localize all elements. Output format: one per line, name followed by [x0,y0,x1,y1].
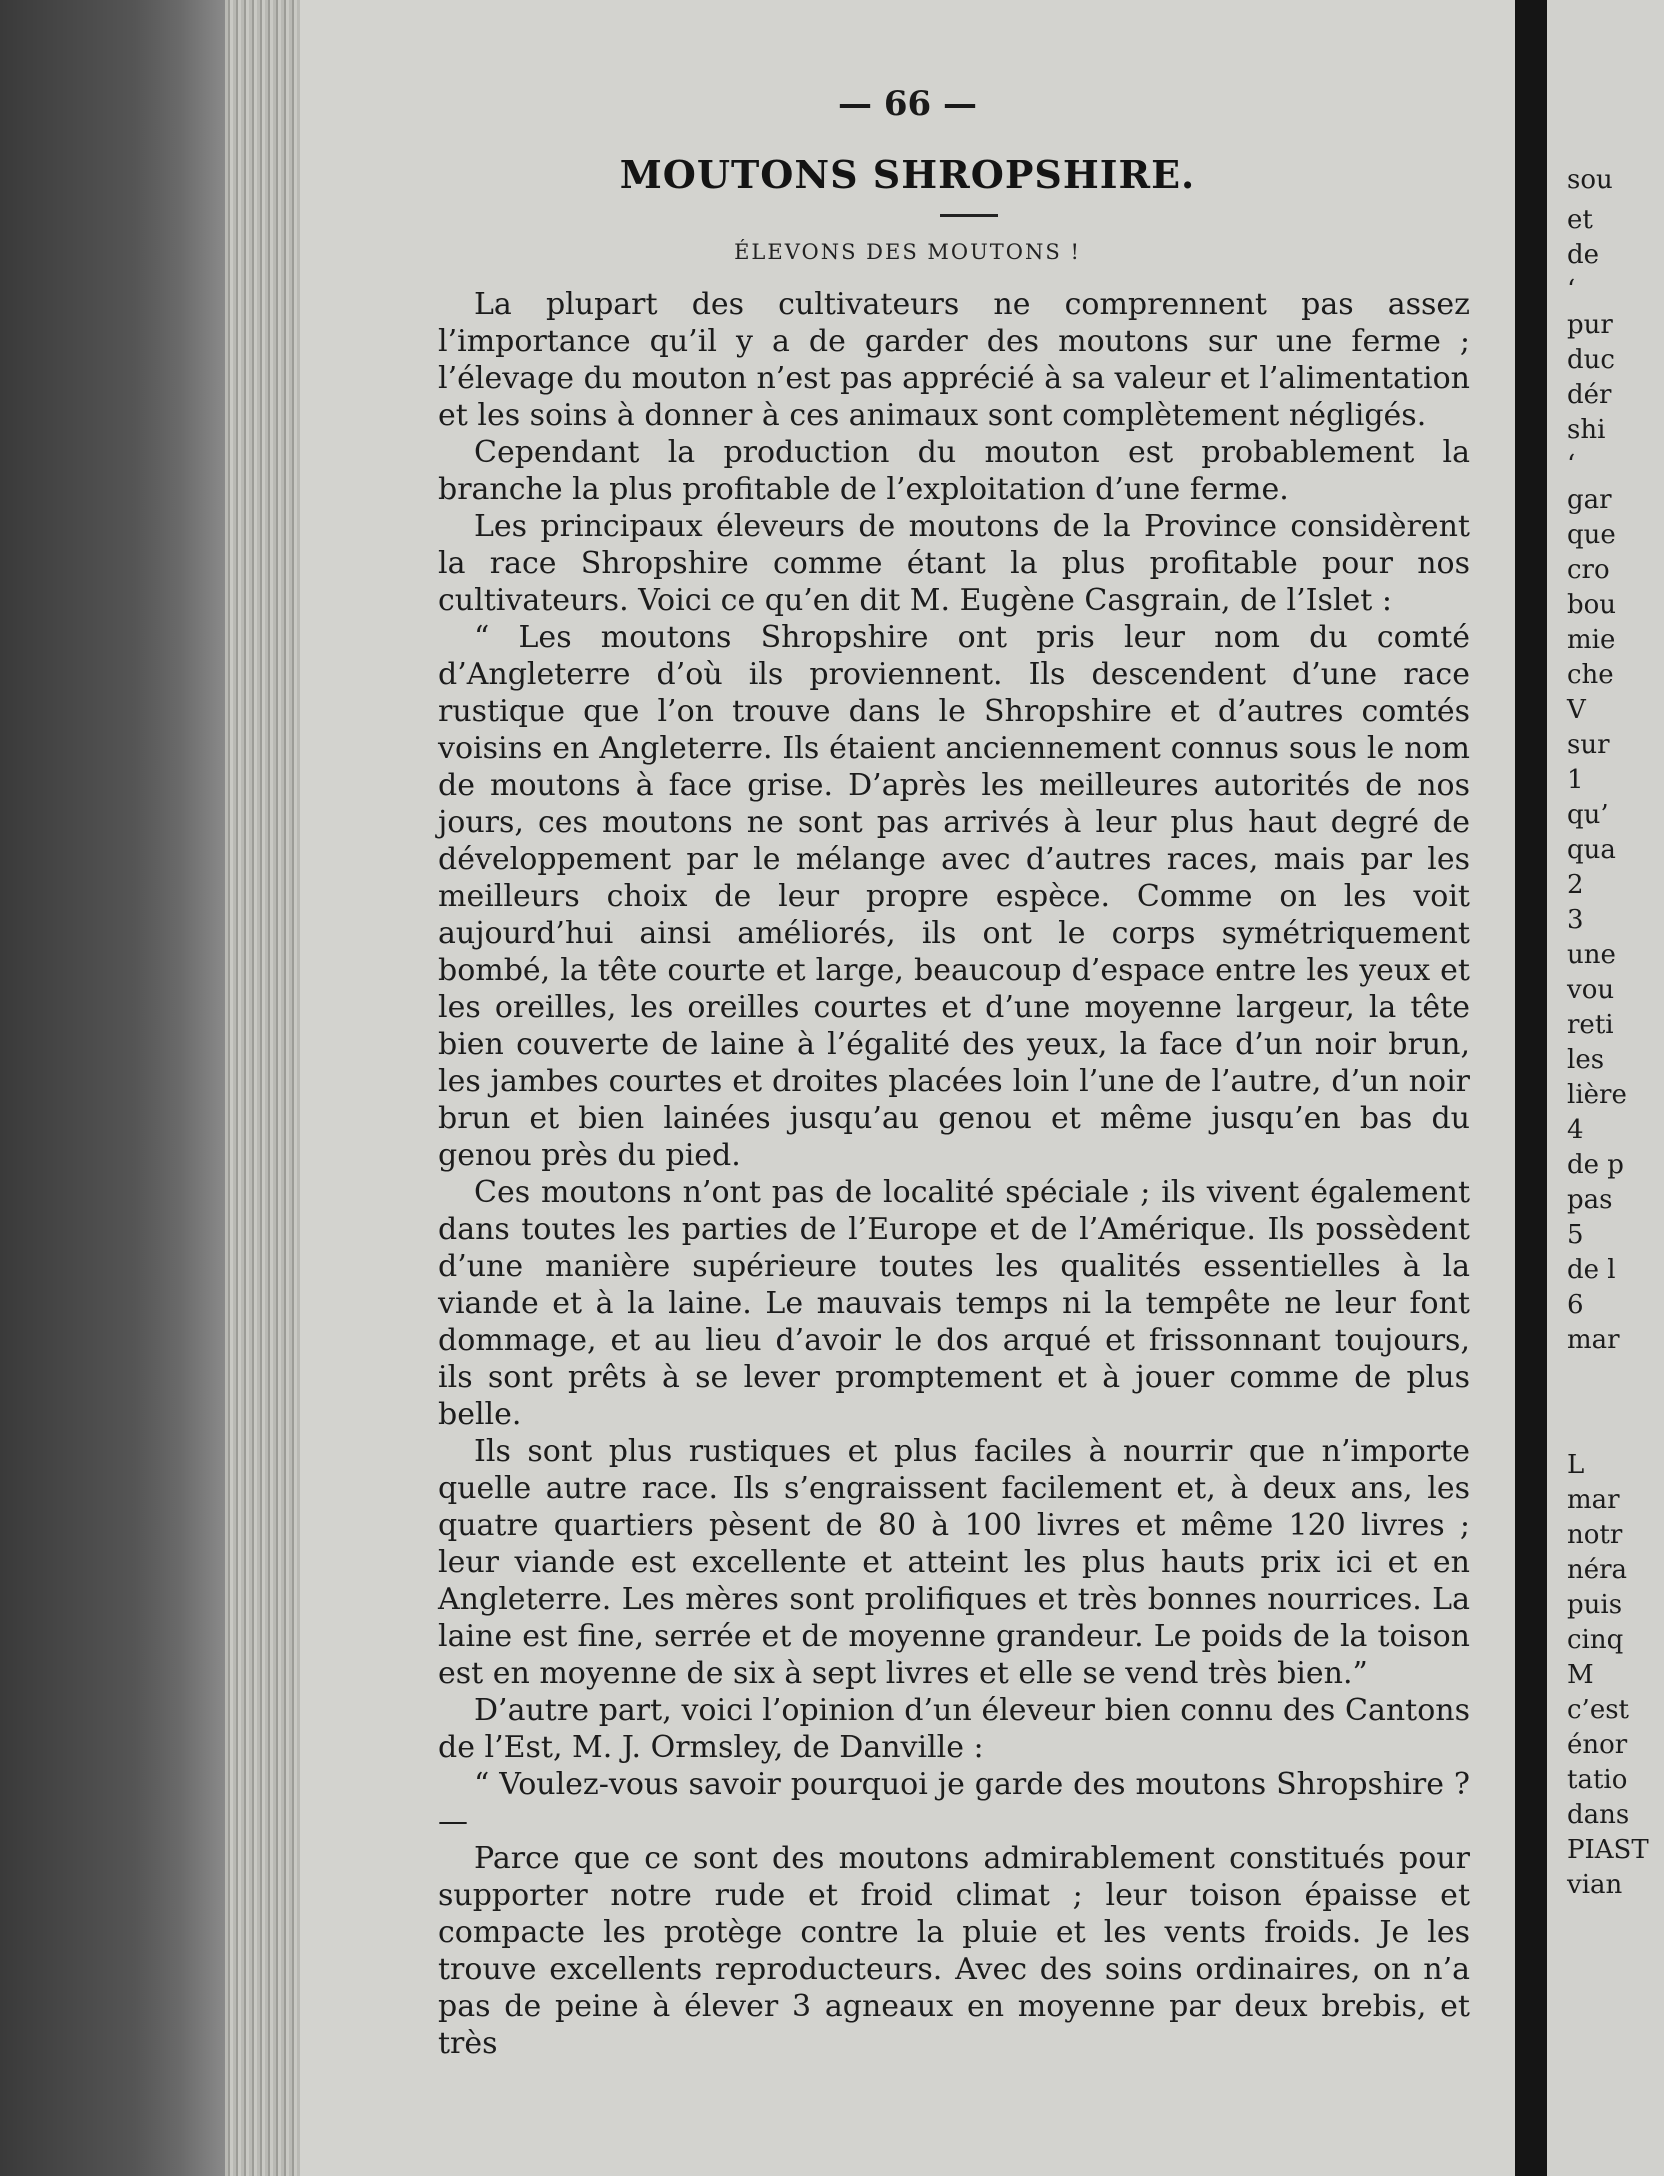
facing-page-line: c’est [1567,1695,1630,1725]
facing-page-line: gar [1567,485,1612,515]
facing-page-line: shi [1567,415,1606,445]
book-cover-edge [0,0,225,2176]
paragraph: Cependant la production du mouton est probablement la branche la plus profitable de l’exploitation d’une ferme. [438,435,1470,507]
facing-page-line: ‘ [1567,275,1576,305]
facing-page-line: L [1567,1450,1585,1480]
article-subtitle: ÉLEVONS DES MOUTONS ! [734,240,1081,264]
facing-page-line: 1 [1567,765,1584,795]
facing-page-line: une [1567,940,1616,970]
facing-page-line: ‘ [1567,450,1576,480]
facing-page-line: lière [1567,1080,1627,1110]
facing-page-line: de [1567,240,1600,270]
facing-page-line: cro [1567,555,1610,585]
facing-page-line: dér [1567,380,1612,410]
paragraph: “ Voulez-vous savoir pourquoi je garde des moutons Shropshire ?— [438,1767,1470,1839]
facing-page-line: pas [1567,1185,1613,1215]
facing-page-line: pur [1567,310,1613,340]
facing-page-line: vian [1567,1870,1623,1900]
paragraph: Ces moutons n’ont pas de localité spéciale ; ils vivent également dans toutes les parties de l’Europe et de l’Amérique. Ils possèdent d’une manière supérieure toutes les qualités essentielles à la viande et à la laine. Le mauvais temps ni la tempête ne leur font dommage, et au lieu d’avoir le dos arqué et frissonnant toujours, ils sont prêts à se lever promptement et à jouer comme de plus belle. [438,1175,1470,1432]
book-gutter [1515,0,1547,2176]
facing-page-line: che [1567,660,1614,690]
paragraph: Ils sont plus rustiques et plus faciles à nourrir que n’importe quelle autre race. Ils s’engraissent facilement et, à deux ans, les quatre quartiers pèsent de 80 à 100 livres et même 120 livres ; leur viande est excellente et atteint les plus hauts prix ici et en Angleterre. Les mères sont prolifiques et très bonnes nourrices. La laine est fine, serrée et de moyenne grandeur. Le poids de la toison est en moyenne de six à sept livres et elle se vend très bien.” [438,1434,1470,1691]
article-title: MOUTONS SHROPSHIRE. [619,152,1196,197]
title-rule [940,214,998,217]
facing-page-line: 4 [1567,1115,1584,1145]
facing-page-line: énor [1567,1730,1628,1760]
facing-page-line: 2 [1567,870,1584,900]
facing-page-line: vou [1567,975,1615,1005]
facing-page-line: qua [1567,835,1616,865]
facing-page-line: mar [1567,1325,1620,1355]
facing-page-line: qu’ [1567,800,1609,830]
paragraph: Les principaux éleveurs de moutons de la Province considèrent la race Shropshire comme étant la plus profitable pour nos cultivateurs. Voici ce qu’en dit M. Eugène Casgrain, de l’Islet : [438,509,1470,618]
page-stack-edge [225,0,305,2176]
facing-page-line: néra [1567,1555,1628,1585]
facing-page-line: 3 [1567,905,1584,935]
facing-page-line: de l [1567,1255,1616,1285]
paragraph: La plupart des cultivateurs ne comprennent pas assez l’importance qu’il y a de garder des moutons sur une ferme ; l’élevage du mouton n’est pas apprécié à sa valeur et l’alimentation et les soins à donner à ces animaux sont complètement négligés. [438,287,1470,433]
facing-page-line: sou [1567,165,1613,195]
facing-page-line: PIAST [1567,1835,1649,1865]
paragraph: Parce que ce sont des moutons admirablement constitués pour supporter notre rude et froid climat ; leur toison épaisse et compacte les protège contre la pluie et les vents froids. Je les trouve excellents reproducteurs. Avec des soins ordinaires, on n’a pas de peine à élever 3 agneaux en moyenne par deux brebis, et très [438,1841,1470,2061]
book-page [300,0,1515,2176]
facing-page-line: de p [1567,1150,1624,1180]
facing-page-line: et [1567,205,1593,235]
facing-page-line: tatio [1567,1765,1628,1795]
page-number: — 66 — [838,84,977,124]
facing-page-line: puis [1567,1590,1623,1620]
facing-page-line: mar [1567,1485,1620,1515]
facing-page-line: reti [1567,1010,1614,1040]
facing-page-line: les [1567,1045,1605,1075]
facing-page-line: 5 [1567,1220,1584,1250]
paragraph: “ Les moutons Shropshire ont pris leur nom du comté d’Angleterre d’où ils proviennent. Ils descendent d’une race rustique que l’on trouve dans le Shropshire et d’autres comtés voisins en Angleterre. Ils étaient anciennement connus sous le nom de moutons à face grise. D’après les meilleures autorités de nos jours, ces moutons ne sont pas arrivés à leur plus haut degré de développement par le mélange avec d’autres races, mais par les meilleurs choix de leur propre espèce. Comme on les voit aujourd’hui ainsi améliorés, ils ont le corps symétriquement bombé, la tête courte et large, beaucoup d’espace entre les yeux et les oreilles, les oreilles courtes et d’une moyenne largeur, la tête bien couverte de laine à l’égalité des yeux, la face d’un noir brun, les jambes courtes et droites placées loin l’une de l’autre, d’un noir brun et bien lainées jusqu’au genou et même jusqu’en bas du genou près du pied. [438,620,1470,1173]
facing-page-line: dans [1567,1800,1630,1830]
facing-page-line: 6 [1567,1290,1584,1320]
facing-page-line: duc [1567,345,1615,375]
facing-page-line: V [1567,695,1586,725]
facing-page-fragment [1547,0,1664,2176]
facing-page-line: notr [1567,1520,1623,1550]
article-body [438,286,1470,2062]
facing-page-line: M [1567,1660,1594,1690]
facing-page-line: que [1567,520,1616,550]
facing-page-line: cinq [1567,1625,1624,1655]
facing-page-line: bou [1567,590,1617,620]
facing-page-line: sur [1567,730,1610,760]
paragraph: D’autre part, voici l’opinion d’un éleveur bien connu des Cantons de l’Est, M. J. Ormsley, de Danville : [438,1693,1470,1765]
facing-page-line: mie [1567,625,1616,655]
